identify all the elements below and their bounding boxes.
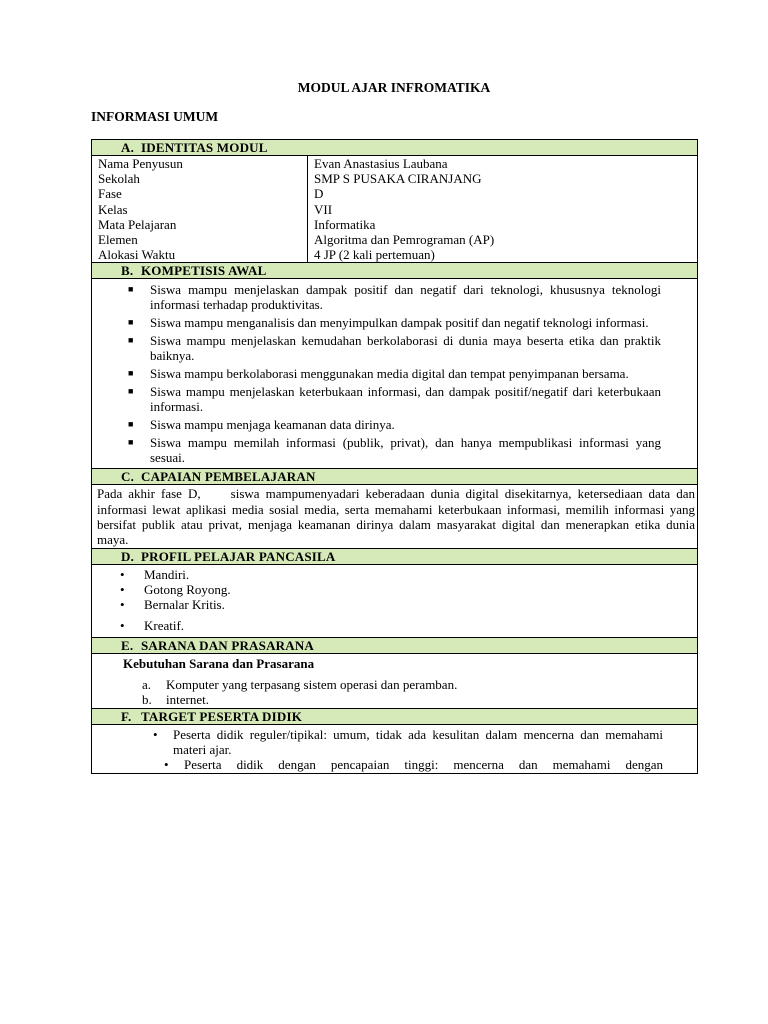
identitas-row	[92, 171, 697, 186]
square-bullet-icon: ■	[128, 368, 134, 379]
list-item	[118, 567, 697, 582]
list-item-text: Siswa mampu menganalisis dan menyimpulkan dampak positif dan negatif teknologi informasi.	[150, 315, 649, 331]
bullet-icon: •	[164, 757, 169, 773]
profil-list	[92, 565, 697, 638]
list-item	[123, 366, 661, 381]
list-item-text: Gotong Royong.	[144, 582, 231, 598]
identitas-key: Alokasi Waktu	[92, 247, 308, 262]
section-number: B.	[121, 263, 134, 279]
section-identitas-heading	[92, 140, 697, 156]
identitas-row	[92, 156, 697, 171]
bullet-icon: •	[120, 597, 125, 613]
section-title: SARANA DAN PRASARANA	[141, 638, 315, 654]
list-item-text: Siswa mampu menjelaskan kemudahan berkolaborasi di dunia maya beserta etika dan praktik baiknya.	[150, 333, 661, 364]
list-item-text: Siswa mampu menjaga keamanan data dirinya.	[150, 417, 395, 433]
section-title: IDENTITAS MODUL	[141, 140, 268, 155]
bullet-icon: •	[153, 727, 158, 743]
list-item	[161, 757, 663, 772]
identitas-row	[92, 247, 697, 262]
list-item	[123, 417, 661, 432]
list-item-text: Siswa mampu menjelaskan keterbukaan informasi, dan dampak positif/negatif dari keterbukaan informasi.	[150, 384, 661, 415]
list-item-text: internet.	[166, 692, 209, 708]
bullet-icon: •	[120, 582, 125, 598]
square-bullet-icon: ■	[128, 386, 134, 397]
list-item-text: Siswa mampu menjelaskan dampak positif dan negatif dari teknologi, khususnya teknologi informasi terhadap produktivitas.	[150, 282, 661, 313]
section-title: KOMPETISIS AWAL	[141, 263, 267, 279]
sarana-content	[92, 654, 697, 709]
list-item-text: Kreatif.	[144, 618, 185, 634]
list-item	[123, 333, 661, 363]
list-item-text: Komputer yang terpasang sistem operasi dan peramban.	[166, 677, 458, 693]
identitas-value: SMP S PUSAKA CIRANJANG	[314, 171, 482, 187]
identitas-value: D	[314, 186, 324, 202]
list-item	[123, 315, 661, 330]
list-item-text: Peserta didik dengan pencapaian tinggi: mencerna dan memahami dengan	[184, 757, 663, 773]
list-item	[123, 692, 697, 707]
square-bullet-icon: ■	[128, 317, 134, 328]
identitas-row	[92, 186, 697, 201]
list-item	[118, 582, 697, 597]
square-bullet-icon: ■	[128, 419, 134, 430]
section-number: F.	[121, 709, 132, 725]
sarana-subheading: Kebutuhan Sarana dan Prasarana	[123, 656, 315, 672]
square-bullet-icon: ■	[128, 335, 134, 346]
bullet-icon: •	[120, 567, 125, 583]
list-item	[123, 282, 661, 312]
identitas-row	[92, 217, 697, 232]
identitas-row	[92, 202, 697, 217]
list-item	[118, 618, 697, 633]
section-target-heading	[92, 709, 697, 725]
list-label: b.	[142, 692, 152, 708]
list-item-text: Peserta didik reguler/tipikal: umum, tidak ada kesulitan dalam mencerna dan memahami materi ajar.	[173, 727, 663, 758]
list-item	[150, 727, 663, 757]
target-list	[92, 725, 697, 774]
list-item	[118, 597, 697, 612]
identitas-key: Fase	[92, 186, 308, 201]
list-label: a.	[142, 677, 152, 693]
document-title: MODUL AJAR INFROMATIKA	[297, 80, 491, 95]
square-bullet-icon: ■	[128, 437, 134, 448]
identitas-value: VII	[314, 201, 333, 217]
section-number: D.	[121, 549, 135, 565]
identitas-key: Elemen	[92, 232, 308, 247]
list-item	[123, 677, 697, 692]
section-number: A.	[121, 140, 135, 155]
capaian-text: Pada akhir fase D, siswa mampumenyadari keberadaan dunia digital disekitarnya, ketersediaan data dan informasi lewat aplikasi media sosial media, serta memahami keterbukaan informasi, memilih informasi yang bersifat publik atau privat, menjaga keamanan dirinya dalam masyarakat digital dan menerapkan etika dunia maya.	[92, 485, 697, 549]
identitas-table	[92, 156, 697, 263]
list-item-text: Mandiri.	[144, 567, 190, 583]
section-number: C.	[121, 469, 135, 485]
section-number: E.	[121, 638, 134, 654]
document-subtitle: INFORMASI UMUM	[91, 109, 219, 124]
identitas-key: Nama Penyusun	[92, 156, 308, 171]
list-item	[123, 384, 661, 414]
list-item-text: Siswa mampu memilah informasi (publik, privat), dan hanya mempublikasi informasi yang sesuai.	[150, 435, 661, 466]
section-capaian-heading	[92, 469, 697, 485]
square-bullet-icon: ■	[128, 284, 134, 295]
list-item-text: Bernalar Kritis.	[144, 597, 225, 613]
identitas-value: 4 JP (2 kali pertemuan)	[314, 247, 435, 263]
identitas-value: Algoritma dan Pemrograman (AP)	[314, 231, 495, 247]
section-title: PROFIL PELAJAR PANCASILA	[141, 549, 336, 565]
section-profil-heading	[92, 549, 697, 565]
bullet-icon: •	[120, 618, 125, 634]
section-kompetensi-heading	[92, 263, 697, 279]
list-item-text: Siswa mampu berkolaborasi menggunakan media digital dan tempat penyimpanan bersama.	[150, 366, 629, 382]
section-title: TARGET PESERTA DIDIK	[141, 709, 303, 725]
identitas-key: Kelas	[92, 202, 308, 217]
identitas-value: Evan Anastasius Laubana	[314, 156, 448, 171]
identitas-value: Informatika	[314, 216, 376, 232]
list-item	[123, 435, 661, 465]
kompetensi-list	[92, 279, 697, 469]
identitas-key: Sekolah	[92, 171, 308, 186]
section-sarana-heading	[92, 638, 697, 654]
section-title: CAPAIAN PEMBELAJARAN	[141, 469, 316, 485]
module-table	[91, 139, 698, 774]
identitas-key: Mata Pelajaran	[92, 217, 308, 232]
identitas-row	[92, 232, 697, 247]
